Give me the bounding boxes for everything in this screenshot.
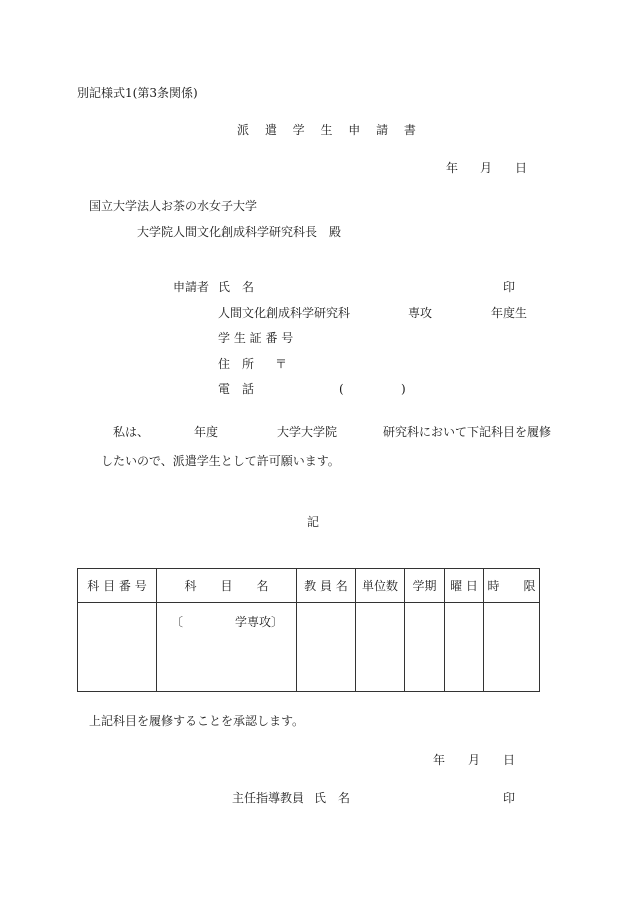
table-header-row (78, 569, 540, 603)
cell-period[interactable] (484, 603, 540, 692)
bracket-major: 学専攻〕 (235, 615, 284, 629)
body-line1-b: 年度 (194, 425, 219, 439)
body-line2: したいので、派遣学生として許可願います。 (101, 454, 340, 468)
student-id-label: 学 生 証 番 号 (218, 331, 294, 345)
applicant-label: 申請者 (173, 280, 210, 294)
body-line1-c: 大学大学院 (277, 425, 338, 439)
cell-instructor[interactable] (297, 603, 356, 692)
header-term: 学期 (405, 569, 445, 603)
supervisor-name-label: 氏 名 (314, 791, 351, 805)
cell-subject-name[interactable] (157, 603, 297, 692)
document-title: 派 遣 学 生 申 請 書 (237, 123, 422, 137)
address-label: 住 所 (218, 357, 255, 371)
cell-credits[interactable] (356, 603, 405, 692)
applicant-year-student: 年度生 (491, 306, 528, 320)
applicant-seal: 印 (503, 280, 516, 294)
header-weekday: 曜 日 (445, 569, 484, 603)
approval-day: 日 (503, 753, 516, 767)
approval-text: 上記科目を履修することを承認します。 (89, 714, 305, 728)
phone-label: 電 話 (218, 382, 255, 396)
date-year: 年 (446, 161, 459, 175)
applicant-major: 専攻 (408, 306, 433, 320)
supervisor-label: 主任指導教員 (232, 791, 305, 805)
header-period: 時 限 (484, 569, 540, 603)
cell-term[interactable] (405, 603, 445, 692)
date-month: 月 (480, 161, 493, 175)
header-subject-number: 科 目 番 号 (78, 569, 157, 603)
addressee-university: 国立大学法人お茶の水女子大学 (89, 199, 258, 213)
approval-month: 月 (468, 753, 481, 767)
supervisor-seal: 印 (503, 791, 516, 805)
applicant-name-label: 氏 名 (218, 280, 255, 294)
phone-paren-close: ) (401, 382, 406, 396)
header-instructor: 教 員 名 (297, 569, 356, 603)
approval-year: 年 (433, 753, 446, 767)
body-line1-a: 私は、 (113, 425, 150, 439)
cell-weekday[interactable] (445, 603, 484, 692)
table-row (78, 603, 540, 692)
bracket-open: 〔 (171, 615, 184, 629)
ki-heading: 記 (307, 515, 320, 529)
subject-table (77, 568, 540, 692)
phone-paren-open: ( (339, 382, 344, 396)
date-day: 日 (515, 161, 528, 175)
header-credits: 単位数 (356, 569, 405, 603)
body-line1-d: 研究科において下記科目を履修 (383, 425, 552, 439)
form-number: 別記様式1(第3条関係) (77, 86, 198, 100)
postal-mark: 〒 (275, 357, 288, 371)
addressee-dean: 大学院人間文化創成科学研究科長 殿 (137, 225, 342, 239)
header-subject-name: 科 目 名 (157, 569, 297, 603)
applicant-school: 人間文化創成科学研究科 (218, 306, 351, 320)
cell-subject-number[interactable] (78, 603, 157, 692)
